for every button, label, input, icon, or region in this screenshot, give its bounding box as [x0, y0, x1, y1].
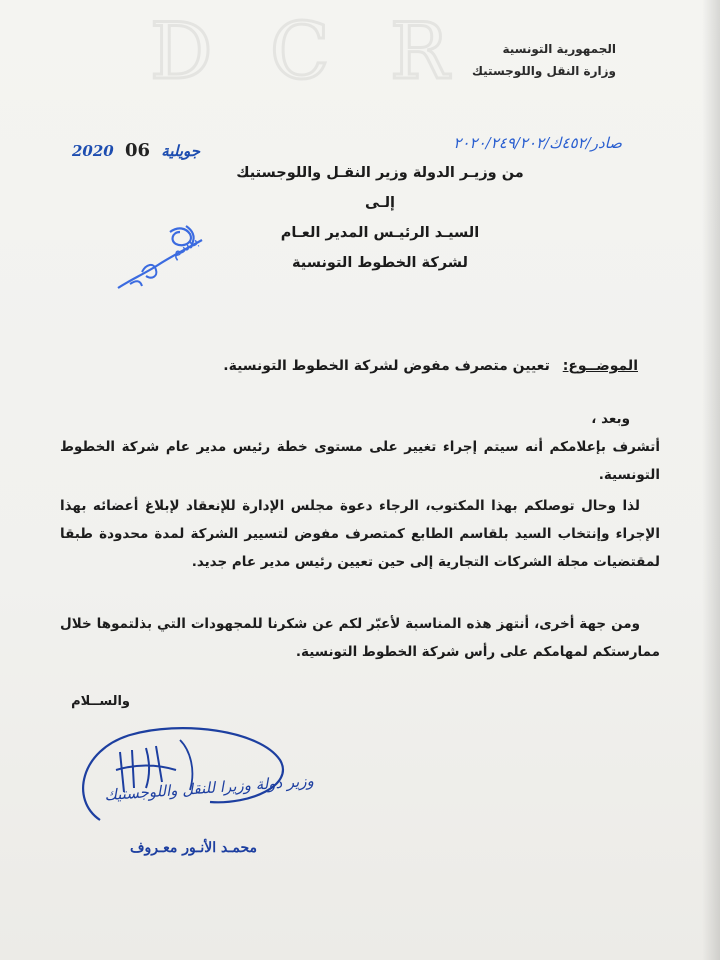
greeting: وبعد ،	[591, 411, 630, 427]
scribble-text: بسم	[166, 230, 202, 262]
svg-text:C: C	[270, 10, 330, 90]
svg-text:R: R	[390, 10, 449, 90]
country-name: الجمهورية التونسية	[502, 42, 616, 56]
svg-text:D: D	[150, 10, 213, 90]
closing: والســلام	[71, 694, 130, 709]
company-line: لشركة الخطوط التونسية	[291, 255, 469, 271]
sender-line: من وزيـر الدولة وزير النقـل واللوجستيك	[236, 165, 524, 181]
subject-text: تعيين متصرف مفوض لشركة الخطوط التونسية.	[223, 358, 550, 374]
subject-line	[223, 358, 638, 374]
ministry-name: وزارة النقل واللوجستيك	[471, 64, 616, 78]
paragraph-2: لذا وحال توصلكم بهذا المكتوب، الرجاء دعوة مجلس الإدارة للإنعقاد لإبلاغ أعضائه بهذا الإجراء وإنتخاب السيد بلقاسم الطابع كمتصرف مفوض لتسيير الشركة لمدة محدودة طبقا لمقتضيات مجلة الشركات التجارية إلى حين تعيين رئيس مدير عام جديد.	[60, 498, 660, 570]
reference-number: صادر/٤٥٢ك/٢٠٢٠/٢٤٩/٢٠٢	[453, 134, 622, 152]
signatory-title: وزير دولة وزيرا للنقل واللوجستيك	[103, 771, 315, 805]
date-month: جويلية	[161, 142, 201, 160]
paragraph-3: ومن جهة أخرى، أنتهز هذه المناسبة لأعبّر لكم عن شكرنا للمجهودات التي بذلتموها خلال ممارستكم لمهامكم على رأس شركة الخطوط التونسية.	[60, 616, 660, 660]
recipient-line: السيـد الرئيـس المدير العـام	[280, 225, 480, 241]
handwritten-annotation	[100, 210, 220, 310]
paragraph-1-text: أتشرف بإعلامكم أنه سيتم إجراء تغيير على مستوى خطة رئيس مدير عام شركة الخطوط التونسية.	[60, 439, 660, 483]
signatory-name: محمـد الأنـور معـروف	[130, 840, 258, 856]
page-edge-shadow	[702, 0, 720, 960]
date-day: 06	[124, 140, 151, 161]
date-year: 2020	[72, 142, 114, 160]
paragraph-1	[60, 405, 660, 489]
subject-label: الموضــوع:	[562, 358, 638, 374]
letterhead	[472, 38, 616, 82]
to-line: إلـى	[364, 195, 396, 211]
address-block	[160, 158, 600, 278]
